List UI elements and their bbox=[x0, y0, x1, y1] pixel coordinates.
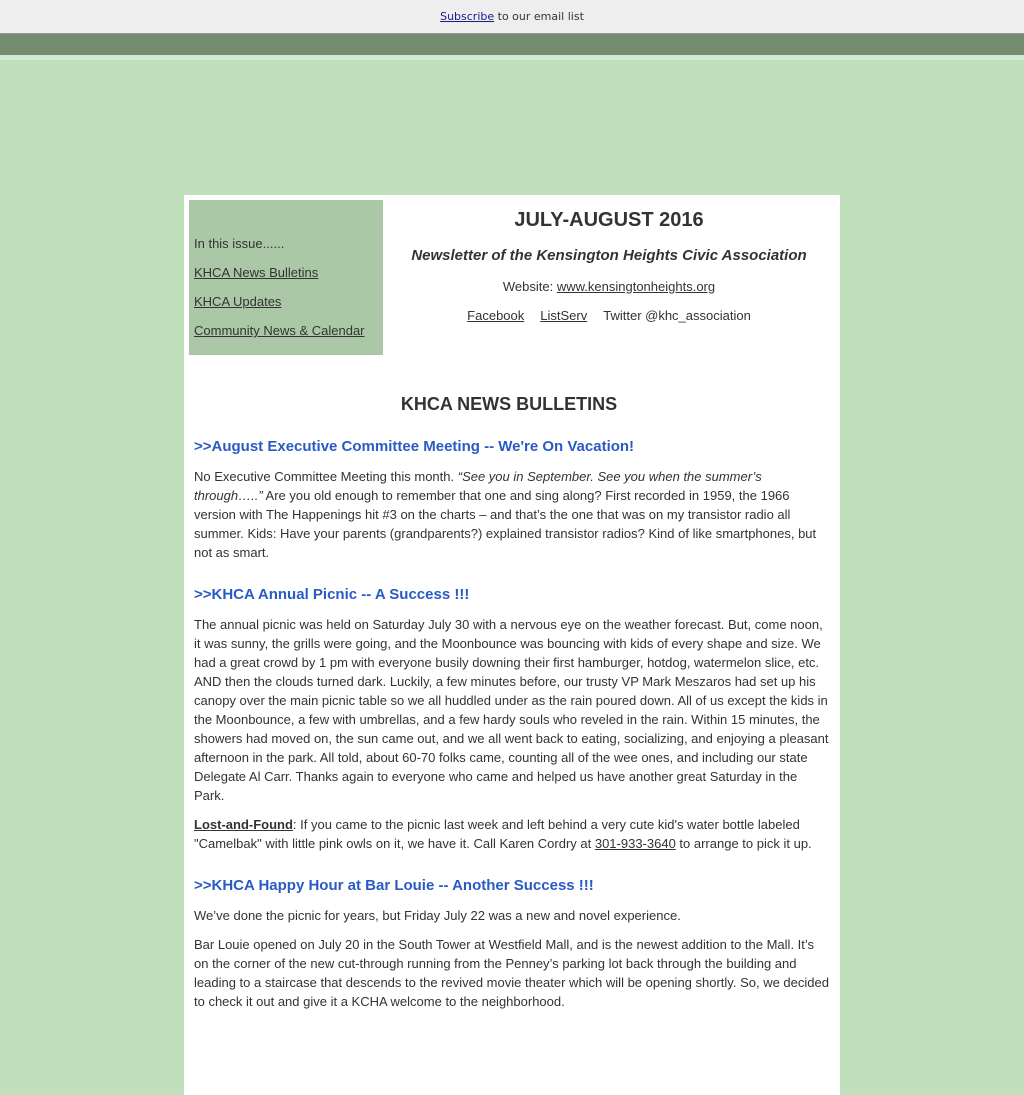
toc-heading: In this issue...... bbox=[194, 236, 285, 251]
article-paragraph bbox=[194, 467, 830, 562]
subscribe-link[interactable]: Subscribe bbox=[440, 10, 495, 23]
issue-toc bbox=[189, 200, 383, 355]
lost-and-found-label[interactable]: Lost-and-Found bbox=[194, 817, 293, 832]
facebook-link[interactable]: Facebook bbox=[467, 308, 525, 323]
phone-link[interactable]: 301-933-3640 bbox=[594, 836, 676, 851]
subscribe-text: to our email list bbox=[494, 10, 584, 23]
text: No Executive Committee Meeting this month. bbox=[194, 469, 458, 484]
article-paragraph: The annual picnic was held on Saturday July 30 with a nervous eye on the weather forecast. But, come noon, it was sunny, the grills were going, and the Moonbounce was bouncing with kids of every shape and size. We had a great crowd by 1 pm with everyone busily downing their first hamburger, hotdog, watermelon slice, etc. AND then the clouds turned dark. Luckily, a few minutes before, our trusty VP Mark Meszaros had set up his canopy over the main picnic table so we all huddled under as the rain poured down. All of us except the kids in the Moonbounce, a few with umbrellas, and a few hardy souls who reveled in the rain. Within 15 minutes, the showers had moved on, the sun came out, and we all went back to eating, socializing, and enjoying a pleasant afternoon in the park. All told, about 60-70 folks came, counting all of the wee ones, and including our state Delegate Al Carr. Thanks again to everyone who came and helped us have another great Saturday in the Park. bbox=[194, 617, 829, 803]
article-heading: >>August Executive Committee Meeting -- We're On Vacation! bbox=[194, 438, 635, 455]
header-band bbox=[0, 34, 1024, 55]
toc-link-updates[interactable]: KHCA Updates bbox=[194, 294, 282, 309]
header-strip bbox=[0, 55, 1024, 60]
article-heading: >>KHCA Annual Picnic -- A Success !!! bbox=[194, 586, 470, 603]
lost-and-found-paragraph bbox=[194, 815, 830, 853]
text: : If you came to the picnic last week and left behind a very cute kid's water bottle labeled "Camelbak" with little pink owls on it, we have it. Call Karen Cordry at bbox=[194, 817, 800, 851]
website-line bbox=[384, 279, 834, 294]
text: Are you old enough to remember that one and sing along? First recorded in 1959, the 1966 version with The Happenings hit #3 on the charts – and that’s the one that was on my transistor radio all summer. Kids: Have your parents (grandparents?) explained transistor radios? Kind of like smartphones, but not as smart. bbox=[194, 488, 817, 560]
subscribe-bar bbox=[0, 0, 1024, 34]
toc-link-community-news[interactable]: Community News & Calendar bbox=[194, 323, 365, 338]
text: to arrange to pick it up. bbox=[675, 836, 812, 851]
section-title: KHCA NEWS BULLETINS bbox=[400, 394, 618, 414]
article-paragraph: Bar Louie opened on July 20 in the South Tower at Westfield Mall, and is the newest addition to the Mall. It’s on the corner of the new cut-through running from the Penney’s parking lot back through the building and leading to a staircase that descends to the revived movie theater which will be opening shortly. So, we decided to check it out and give it a KCHA welcome to the neighborhood. bbox=[194, 937, 829, 1009]
articles bbox=[194, 435, 830, 1021]
social-links bbox=[384, 308, 834, 323]
website-link[interactable]: www.kensingtonheights.org bbox=[556, 279, 716, 294]
issue-title: JULY-AUGUST 2016 bbox=[514, 209, 704, 231]
listserv-link[interactable]: ListServ bbox=[540, 308, 588, 323]
toc-link-news-bulletins[interactable]: KHCA News Bulletins bbox=[194, 265, 319, 280]
article-paragraph: We’ve done the picnic for years, but Friday July 22 was a new and novel experience. bbox=[194, 908, 681, 923]
website-label: Website: bbox=[502, 279, 557, 294]
article-heading: >>KHCA Happy Hour at Bar Louie -- Another Success !!! bbox=[194, 877, 594, 894]
twitter-handle: Twitter @khc_association bbox=[603, 308, 751, 323]
newsletter-subtitle: Newsletter of the Kensington Heights Civic Association bbox=[411, 247, 807, 264]
song-quote: “See you in September. See you when the summer’s through…..” bbox=[194, 469, 762, 503]
newsletter-container bbox=[184, 195, 840, 1095]
